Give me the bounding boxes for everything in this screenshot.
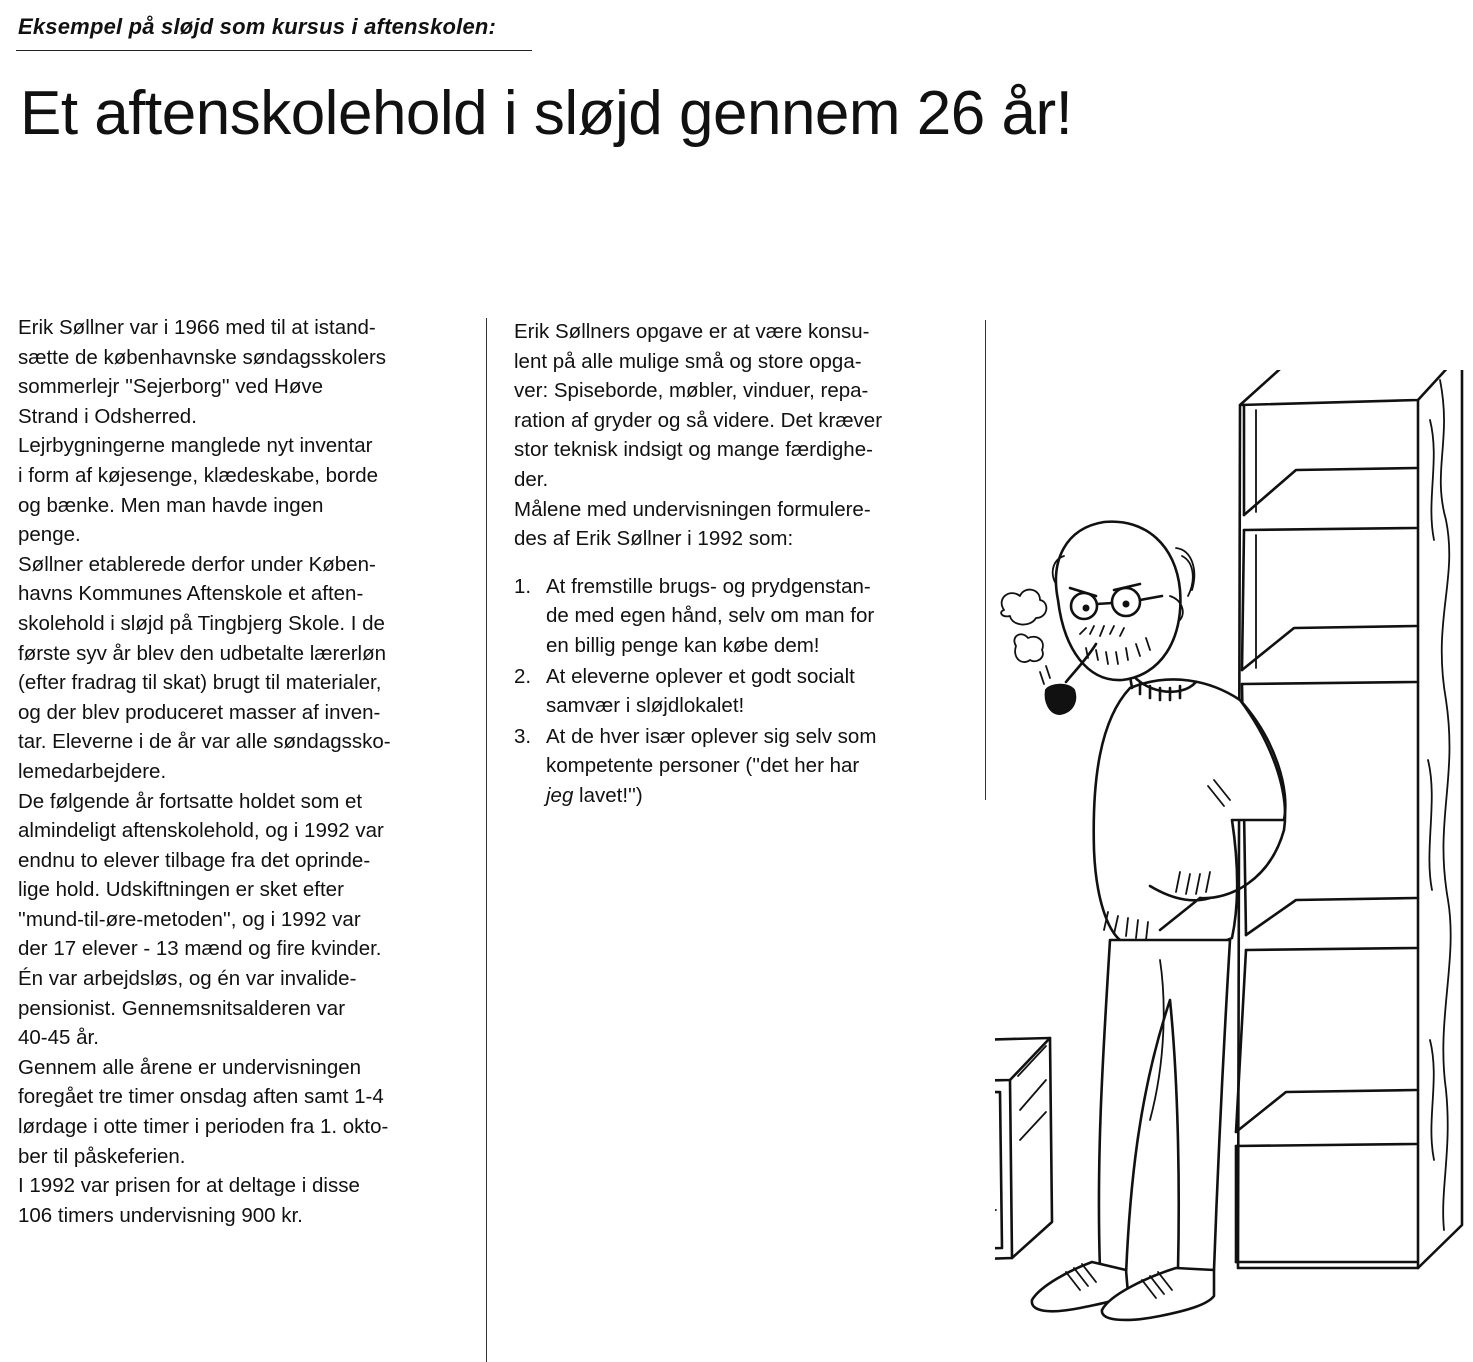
body-line: Én var arbejdsløs, og én var invalide- — [18, 967, 357, 991]
low-bench-shelf-icon — [995, 1038, 1052, 1270]
body-line: Erik Søllner var i 1966 med til at istand- — [18, 316, 376, 339]
body-line: de med egen hånd, selv om man for — [546, 604, 875, 628]
body-line: og bænke. Men man havde ingen — [18, 493, 324, 517]
body-line: der 17 elever - 13 mænd og fire kvinder. — [18, 937, 382, 961]
body-line: At eleverne oplever et godt socialt — [546, 664, 855, 688]
body-line: pensionist. Gennemsnitsalderen var — [18, 996, 346, 1020]
body-line: tar. Eleverne i de år var alle søndagssko- — [18, 730, 391, 754]
list-number: 3. — [514, 724, 532, 748]
list-item-text — [546, 572, 964, 661]
body-line: Målene med undervisningen formulere- — [514, 497, 871, 521]
body-line: Lejrbygningerne manglede nyt inventar — [18, 434, 373, 458]
body-line: ''mund-til-øre-metoden'', og i 1992 var — [18, 907, 361, 931]
body-line: Søllner etablerede derfor under Køben- — [18, 552, 376, 576]
list-item-text — [546, 662, 964, 721]
body-line: og der blev produceret masser af inven- — [18, 700, 381, 724]
body-line: lige hold. Udskiftningen er sket efter — [18, 878, 344, 902]
list-number: 1. — [514, 574, 532, 598]
article-title: Et aftenskolehold i sløjd gennem 26 år! — [20, 79, 1073, 148]
body-line — [546, 781, 964, 811]
list-item — [514, 722, 964, 811]
column-divider — [486, 318, 487, 1362]
goal3-last-suffix: lavet!'') — [573, 783, 643, 807]
body-line: stor teknisk indsigt og mange færdighe- — [514, 438, 873, 462]
body-line: første syv år blev den udbetalte lærerløn — [18, 641, 387, 665]
list-item — [514, 572, 964, 661]
body-line: (efter fradrag til skat) brugt til materialer, — [18, 671, 382, 695]
list-number: 2. — [514, 664, 532, 688]
man-with-pipe-and-shelves-drawing — [995, 370, 1465, 1355]
body-line: almindeligt aftenskolehold, og i 1992 var — [18, 819, 384, 843]
right-column — [514, 317, 964, 812]
body-line: des af Erik Søllner i 1992 som: — [514, 527, 794, 551]
body-line: lørdage i otte timer i perioden fra 1. okto- — [18, 1115, 389, 1139]
body-line: havns Kommunes Aftenskole et aften- — [18, 582, 364, 606]
list-item — [514, 662, 964, 721]
body-line: endnu to elever tilbage fra det oprinde- — [18, 848, 371, 872]
body-line: der. — [514, 467, 549, 491]
body-line: At fremstille brugs- og prydgenstan- — [546, 574, 871, 598]
body-line: Gennem alle årene er undervisningen — [18, 1055, 362, 1079]
column-divider-right — [985, 320, 986, 800]
body-line: kompetente personer (''det her har — [546, 754, 860, 778]
body-line: samvær i sløjdlokalet! — [546, 694, 745, 718]
body-line: lent på alle mulige små og store opga- — [514, 349, 862, 373]
body-line: lemedarbejdere. — [18, 759, 167, 783]
body-line: penge. — [18, 523, 81, 547]
emphasis-jeg: jeg — [546, 783, 574, 807]
body-line: ration af gryder og så videre. Det kræver — [514, 408, 883, 432]
list-item-text — [546, 722, 964, 811]
left-column — [18, 313, 468, 1230]
body-line: skolehold i sløjd på Tingbjerg Skole. I de — [18, 611, 385, 635]
body-line: I 1992 var prisen for at deltage i disse — [18, 1174, 360, 1198]
body-line: en billig penge kan købe dem! — [546, 633, 820, 657]
body-line: ber til påskeferien. — [18, 1144, 186, 1168]
kicker-underline — [16, 50, 532, 51]
body-line: 106 timers undervisning 900 kr. — [18, 1203, 303, 1227]
section-kicker: Eksempel på sløjd som kursus i aftenskolen: — [18, 14, 497, 39]
goals-list — [514, 572, 964, 811]
body-line: De følgende år fortsatte holdet som et — [18, 789, 363, 813]
body-line: ver: Spiseborde, møbler, vinduer, repa- — [514, 379, 869, 403]
body-line: sætte de københavnske søndagsskolers — [18, 345, 387, 369]
body-line: At de hver især oplever sig selv som — [546, 724, 877, 748]
body-line: Strand i Odsherred. — [18, 404, 197, 428]
body-line: foregået tre timer onsdag aften samt 1-4 — [18, 1085, 384, 1109]
body-line: Erik Søllners opgave er at være konsu- — [514, 320, 870, 343]
body-line: sommerlejr ''Sejerborg'' ved Høve — [18, 375, 324, 399]
drawing-svg — [995, 370, 1465, 1355]
body-line: i form af køjesenge, klædeskabe, borde — [18, 463, 379, 487]
body-line: 40-45 år. — [18, 1026, 99, 1050]
